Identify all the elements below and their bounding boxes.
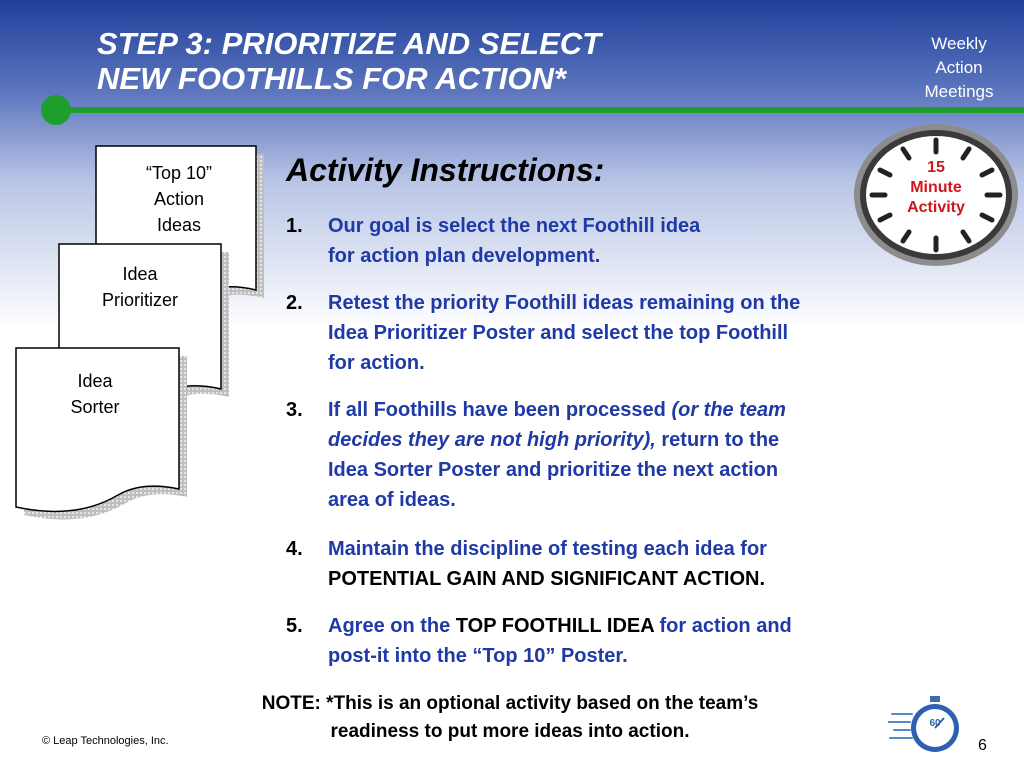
instruction-item-5 [286, 611, 946, 671]
badge-line-2: Action [935, 58, 983, 77]
prioritizer-line-1: Idea [122, 264, 158, 284]
item-line [328, 395, 946, 425]
instruction-item-4 [286, 534, 946, 594]
item-text-black: TOP FOOTHILL IDEA [455, 615, 654, 637]
item-text: Agree on the [328, 615, 456, 637]
item-number: 4. [286, 538, 303, 560]
prioritizer-line-2: Prioritizer [101, 290, 178, 310]
item-line: post-it into the “Top 10” Poster. [328, 645, 628, 667]
item-text-italic: decides they are not high priority), [328, 429, 656, 451]
weekly-action-meetings-badge [904, 32, 1014, 104]
stopwatch-logo-text: 60 [929, 718, 941, 729]
copyright: © Leap Technologies, Inc. [42, 735, 169, 747]
top10-line-3: Ideas [156, 215, 202, 235]
item-number: 1. [286, 215, 303, 237]
stopwatch-logo-icon [888, 694, 968, 756]
clock-activity-label [896, 158, 976, 218]
clock-line-1: 15 [927, 159, 945, 176]
item-text-italic: (or the team [671, 399, 786, 421]
item-text: return to the [655, 429, 780, 451]
badge-line-1: Weekly [931, 34, 987, 53]
clock-line-3: Activity [907, 199, 965, 216]
instruction-item-3 [286, 395, 946, 515]
item-line: Retest the priority Foothill ideas remaining on the [328, 292, 801, 314]
sorter-document-label [40, 368, 150, 420]
item-line [328, 425, 946, 455]
item-line: Maintain the discipline of testing each idea for [328, 538, 767, 560]
item-line: POTENTIAL GAIN AND SIGNIFICANT ACTION. [328, 568, 766, 590]
item-number: 3. [286, 399, 303, 421]
slide-title-line-2: NEW FOOTHILLS FOR ACTION* [97, 61, 566, 96]
instruction-item-1 [286, 211, 946, 271]
page-number: 6 [978, 737, 987, 754]
sorter-line-2: Sorter [70, 397, 120, 417]
item-line [328, 611, 946, 641]
item-number: 5. [286, 615, 303, 637]
top10-document-label [120, 160, 238, 238]
item-text: for action and [653, 615, 792, 637]
note [180, 690, 840, 746]
item-text: If all Foothills have been processed [328, 399, 672, 421]
sorter-line-1: Idea [77, 371, 113, 391]
item-line: Our goal is select the next Foothill idea [328, 215, 701, 237]
clock-line-2: Minute [910, 179, 962, 196]
item-number: 2. [286, 292, 303, 314]
note-line-2: readiness to put more ideas into action. [330, 721, 690, 742]
item-line: area of ideas. [328, 489, 456, 511]
instructions-heading: Activity Instructions: [286, 152, 605, 188]
top10-line-1: “Top 10” [145, 163, 213, 183]
instruction-item-2 [286, 288, 946, 378]
item-line: for action. [328, 352, 425, 374]
badge-line-3: Meetings [924, 82, 994, 101]
slide-title-line-1: STEP 3: PRIORITIZE AND SELECT [97, 26, 602, 61]
item-line: Idea Sorter Poster and prioritize the next action [328, 459, 779, 481]
top10-line-2: Action [153, 189, 205, 209]
note-line-1: NOTE: *This is an optional activity based on the team’s [261, 693, 759, 714]
item-line: for action plan development. [328, 245, 601, 267]
item-line: Idea Prioritizer Poster and select the top Foothill [328, 322, 789, 344]
prioritizer-document-label [72, 261, 208, 313]
